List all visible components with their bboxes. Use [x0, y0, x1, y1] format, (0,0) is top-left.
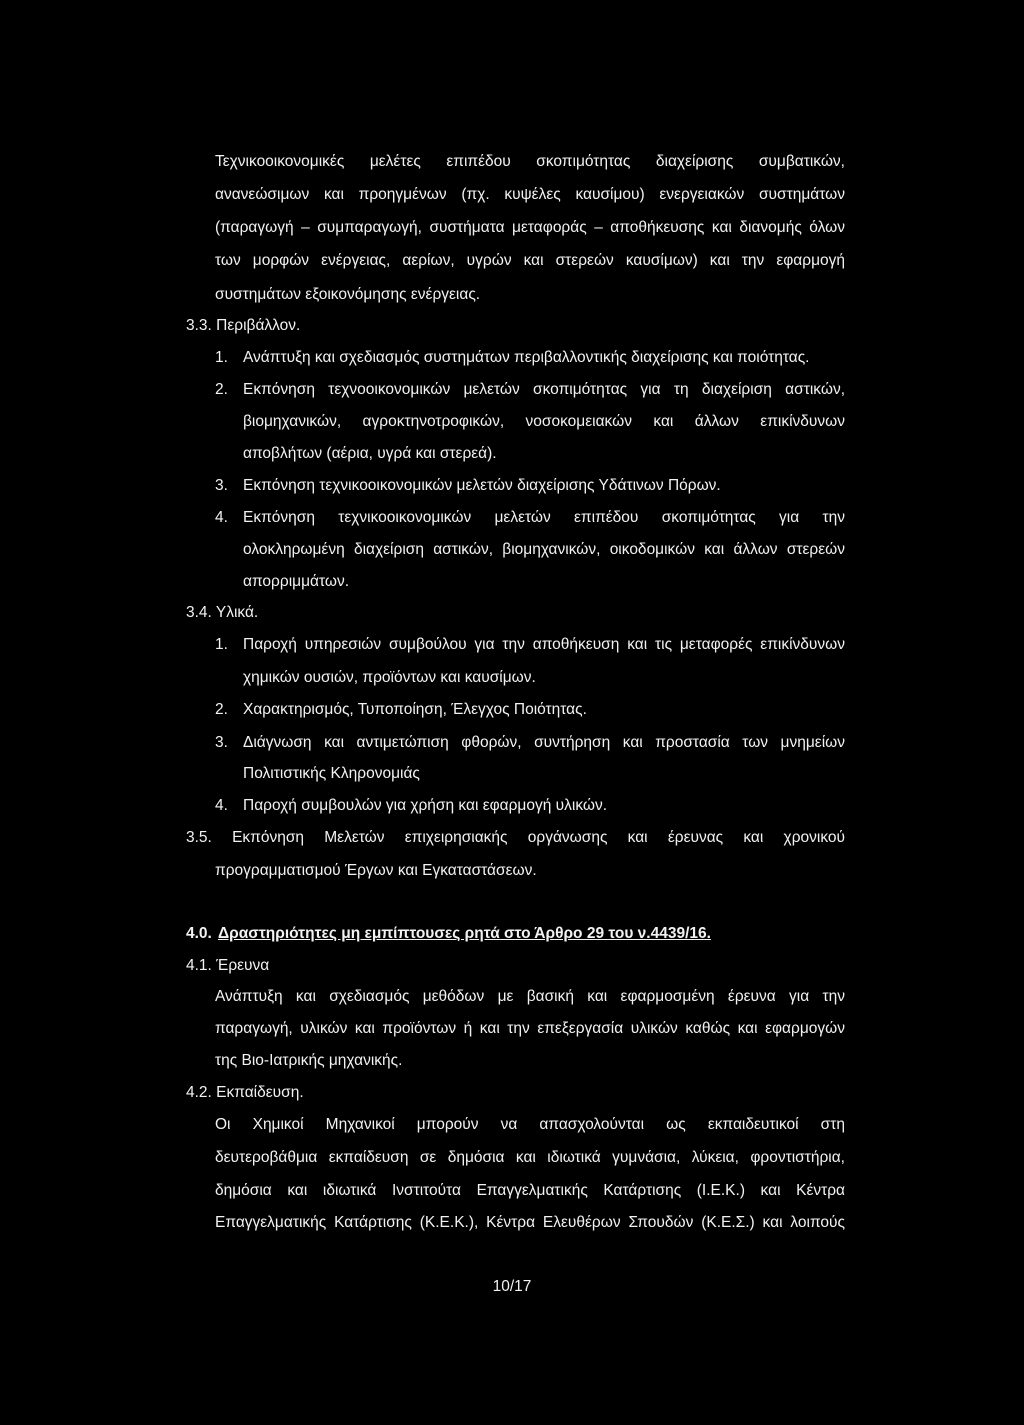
intro-line: (παραγωγή – συμπαραγωγή, συστήματα μεταφοράς – αποθήκευσης και διανομής όλων [215, 219, 845, 236]
section-heading-4-0: Δραστηριότητες μη εμπίπτουσες ρητά στο Άρθρο 29 του ν.4439/16. [218, 925, 711, 942]
research-line: της Βιο-Ιατρικής μηχανικής. [215, 1052, 403, 1069]
education-line: δημόσια και ιδιωτικά Ινστιτούτα Επαγγελματικής Κατάρτισης (Ι.Ε.Κ.) και Κέντρα [215, 1182, 845, 1199]
list-number: 4. [215, 509, 228, 526]
section-heading-3-4: 3.4. Υλικά. [186, 604, 259, 621]
list-item-text: Διάγνωση και αντιμετώπιση φθορών, συντήρηση και προστασία των μνημείων [243, 734, 845, 751]
list-item-text: Εκπόνηση τεχνικοοικονομικών μελετών επιπέδου σκοπιμότητας για την [243, 509, 845, 526]
research-line: παραγωγή, υλικών και προϊόντων ή και την επεξεργασία υλικών καθώς και εφαρμογών [215, 1020, 845, 1037]
section-heading-4-1: 4.1. Έρευνα [186, 957, 270, 974]
section-heading-3-3: 3.3. Περιβάλλον. [186, 317, 301, 334]
list-number: 1. [215, 636, 228, 653]
education-line: Επαγγελματικής Κατάρτισης (Κ.Ε.Κ.), Κέντρα Ελευθέρων Σπουδών (Κ.Ε.Σ.) και λοιπούς [215, 1214, 845, 1231]
page-number: 10/17 [492, 1278, 532, 1295]
list-item-text: αποβλήτων (αέρια, υγρά και στερεά). [243, 445, 497, 462]
research-line: Ανάπτυξη και σχεδιασμός μεθόδων με βασική και εφαρμοσμένη έρευνα για την [215, 988, 845, 1005]
intro-line: Τεχνικοοικονομικές μελέτες επιπέδου σκοπιμότητας διαχείρισης συμβατικών, [215, 153, 845, 170]
list-number: 2. [215, 381, 228, 398]
list-item-text: απορριμμάτων. [243, 573, 350, 590]
intro-line: ανανεώσιμων και προηγμένων (πχ. κυψέλες καυσίμου) ενεργειακών συστημάτων [215, 186, 845, 203]
list-item-text: Παροχή υπηρεσιών συμβούλου για την αποθήκευση και τις μεταφορές επικίνδυνων [243, 636, 845, 653]
list-item-text: ολοκληρωμένη διαχείριση αστικών, βιομηχανικών, οικοδομικών και άλλων στερεών [243, 541, 845, 558]
list-item-text: Παροχή συμβουλών για χρήση και εφαρμογή υλικών. [243, 797, 608, 814]
list-number: 1. [215, 349, 228, 366]
list-number: 2. [215, 701, 228, 718]
list-item-text: Ανάπτυξη και σχεδιασμός συστημάτων περιβαλλοντικής διαχείρισης και ποιότητας. [243, 349, 810, 366]
list-item-text: Χαρακτηρισμός, Τυποποίηση, Έλεγχος Ποιότητας. [243, 701, 587, 718]
intro-line: συστημάτων εξοικονόμησης ενέργειας. [215, 286, 481, 303]
intro-line: των μορφών ενέργειας, αερίων, υγρών και στερεών καυσίμων) και την εφαρμογή [215, 252, 845, 269]
section-3-5-line: 3.5. Εκπόνηση Μελετών επιχειρησιακής οργάνωσης και έρευνας και χρονικού [186, 829, 845, 846]
list-number: 4. [215, 797, 228, 814]
list-item-text: χημικών ουσιών, προϊόντων και καυσίμων. [243, 669, 536, 686]
section-number-4-0: 4.0. [186, 925, 212, 942]
list-number: 3. [215, 477, 228, 494]
list-item-text: Πολιτιστικής Κληρονομιάς [243, 765, 420, 782]
education-line: δευτεροβάθμια εκπαίδευση σε δημόσια και ιδιωτικά γυμνάσια, λύκεια, φροντιστήρια, [215, 1149, 845, 1166]
education-line: Οι Χημικοί Μηχανικοί μπορούν να απασχολούνται ως εκπαιδευτικοί στη [215, 1116, 845, 1133]
list-item-text: Εκπόνηση τεχνικοοικονομικών μελετών διαχείρισης Υδάτινων Πόρων. [243, 477, 721, 494]
list-item-text: Εκπόνηση τεχνοοικονομικών μελετών σκοπιμότητας για τη διαχείριση αστικών, [243, 381, 845, 398]
list-item-text: βιομηχανικών, αγροκτηνοτροφικών, νοσοκομειακών και άλλων επικίνδυνων [243, 413, 845, 430]
section-heading-4-2: 4.2. Εκπαίδευση. [186, 1084, 304, 1101]
list-number: 3. [215, 734, 228, 751]
section-3-5-line: προγραμματισμού Έργων και Εγκαταστάσεων. [215, 862, 537, 879]
